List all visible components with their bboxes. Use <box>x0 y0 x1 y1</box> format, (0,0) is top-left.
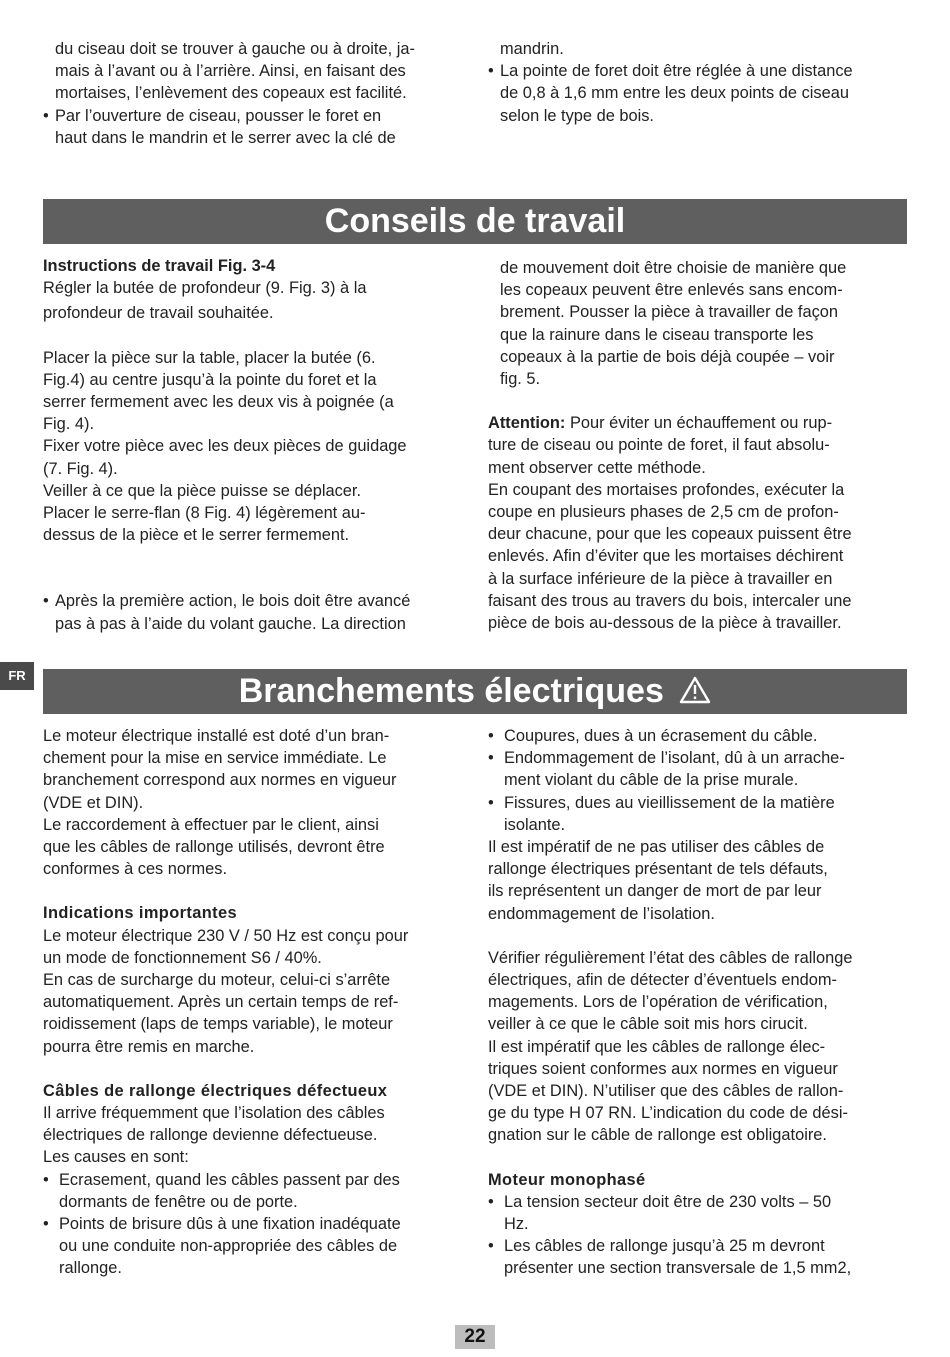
attention-text: Pour éviter un échauffement ou rup- <box>565 414 833 433</box>
attention-line: ture de ciseau ou pointe de foret, il faut absolu- <box>488 436 830 455</box>
branch-line: automatiquement. Après un certain temps de ref- <box>43 993 399 1012</box>
conseils-line: dessus de la pièce et le serrer fermement. <box>43 526 350 545</box>
cause-bullet <box>488 792 913 836</box>
moteur-bullet <box>488 1235 913 1279</box>
conseils-right-column <box>488 257 913 634</box>
conseils-line: Fixer votre pièce avec les deux pièces de guidage <box>43 437 407 456</box>
branch-line: triques soient conformes aux normes en vigueur <box>488 1059 838 1078</box>
branch-line: (VDE et DIN). <box>43 793 144 812</box>
cause-bullet <box>43 1213 468 1280</box>
attention-line <box>488 412 913 434</box>
branch-line: Les causes en sont: <box>43 1148 189 1167</box>
attention-line: à la surface inférieure de la pièce à travailler en <box>488 569 833 588</box>
cables-heading: Câbles de rallonge électriques défectueux <box>43 1081 388 1100</box>
intro-line: mandrin. <box>500 40 564 58</box>
intro-line: haut dans le mandrin et le serrer avec la clé de <box>55 128 396 147</box>
conseils-line: pas à pas à l’aide du volant gauche. La direction <box>55 614 406 633</box>
branch-line: roidissement (laps de temps variable), le moteur <box>43 1015 393 1034</box>
conseils-line: de mouvement doit être choisie de manière que <box>500 259 847 277</box>
cause-bullet <box>43 1169 468 1213</box>
page-number: 22 <box>455 1325 495 1349</box>
conseils-line: Fig. 4). <box>43 415 95 434</box>
branchements-right-column <box>488 725 913 1280</box>
branch-line: pourra être remis en marche. <box>43 1037 255 1056</box>
branch-line: ment violant du câble de la prise murale. <box>504 771 799 790</box>
attention-line: pièce de bois au-dessous de la pièce à travailler. <box>488 614 842 633</box>
intro-left-column <box>43 38 468 149</box>
branch-line: magements. Lors de l’opération de vérification, <box>488 993 828 1012</box>
cause-bullet <box>488 725 913 747</box>
intro-line: de 0,8 à 1,6 mm entre les deux points de ciseau <box>500 84 849 103</box>
branch-line: ils représentent un danger de mort de par leur <box>488 882 822 901</box>
moteur-heading: Moteur monophasé <box>488 1170 646 1189</box>
branch-line: électriques, afin de détecter d’éventuels endom- <box>488 971 837 990</box>
branch-line: Hz. <box>504 1215 529 1234</box>
branch-line: (VDE et DIN). N’utiliser que des câbles de rallon- <box>488 1082 844 1101</box>
section-title-branchements <box>43 669 907 714</box>
moteur-bullet <box>488 1191 913 1235</box>
intro-line: du ciseau doit se trouver à gauche ou à droite, ja- <box>55 40 415 58</box>
attention-label: Attention: <box>488 414 566 433</box>
branch-line: ge du type H 07 RN. L’indication du code de dési- <box>488 1104 848 1123</box>
conseils-line: Veiller à ce que la pièce puisse se déplacer. <box>43 481 361 500</box>
conseils-line: • Après la première action, le bois doit être avancé <box>55 592 411 611</box>
indications-heading: Indications importantes <box>43 904 238 923</box>
branch-line: • Les câbles de rallonge jusqu’à 25 m devront <box>504 1237 825 1256</box>
branch-line: ou une conduite non-appropriée des câbles de <box>59 1237 398 1256</box>
branch-line: branchement correspond aux normes en vigueur <box>43 771 397 790</box>
conseils-line: que la rainure dans le ciseau transporte les <box>500 325 814 344</box>
intro-line: • Par l’ouverture de ciseau, pousser le foret en <box>55 106 382 125</box>
attention-line: En coupant des mortaises profondes, exécuter la <box>488 480 845 499</box>
branch-line: • Endommagement de l’isolant, dû à un arrache- <box>504 749 845 768</box>
branchements-left-column <box>43 725 468 1280</box>
branchements-title-text: Branchements électriques <box>238 672 664 710</box>
attention-line: ment observer cette méthode. <box>488 458 706 477</box>
conseils-bullet <box>43 590 468 634</box>
conseils-line: fig. 5. <box>500 370 541 389</box>
branch-line: rallonge électriques présentant de tels défauts, <box>488 860 828 879</box>
conseils-line: les copeaux peuvent être enlevés sans encom- <box>500 281 843 300</box>
branch-line: En cas de surcharge du moteur, celui-ci s’arrête <box>43 971 391 990</box>
branch-line: Le moteur électrique 230 V / 50 Hz est conçu pour <box>43 926 409 945</box>
branch-line: Le raccordement à effectuer par le client, ainsi <box>43 815 379 834</box>
instructions-heading: Instructions de travail Fig. 3-4 <box>43 257 276 275</box>
language-tab: FR <box>0 662 34 690</box>
conseils-line: Placer le serre-flan (8 Fig. 4) légèrement au- <box>43 504 366 523</box>
conseils-line: Régler la butée de profondeur (9. Fig. 3) à la <box>43 279 367 298</box>
branch-line: un mode de fonctionnement S6 / 40%. <box>43 948 322 967</box>
conseils-line: (7. Fig. 4). <box>43 459 118 478</box>
branch-line: conformes à ces normes. <box>43 860 228 879</box>
branch-line: • Fissures, dues au vieillissement de la matière <box>504 793 835 812</box>
branch-line: électriques de rallonge devienne défectueuse. <box>43 1126 378 1145</box>
branch-line: présenter une section transversale de 1,5 mm2, <box>504 1259 852 1278</box>
branch-line: que les câbles de rallonge utilisés, devront être <box>43 838 385 857</box>
cause-bullet <box>488 747 913 791</box>
branch-line: veiller à ce que le câble soit mis hors cirucit. <box>488 1015 808 1034</box>
conseils-line: serrer fermement avec les deux vis à poignée (a <box>43 393 394 412</box>
intro-line: selon le type de bois. <box>500 106 654 125</box>
branch-line: • Coupures, dues à un écrasement du câble. <box>504 727 818 745</box>
intro-line: mais à l’avant ou à l’arrière. Ainsi, en faisant des <box>55 62 406 81</box>
intro-bullet <box>488 60 913 127</box>
branch-line: chement pour la mise en service immédiate. Le <box>43 749 387 768</box>
branch-line: Il est impératif de ne pas utiliser des câbles de <box>488 838 825 857</box>
intro-right-column <box>488 38 913 127</box>
branch-line: • Points de brisure dûs à une fixation inadéquate <box>59 1215 401 1234</box>
attention-line: faisant des trous au travers du bois, intercaler une <box>488 591 852 610</box>
branch-line: Il arrive fréquemment que l’isolation des câbles <box>43 1104 385 1123</box>
attention-line: coupe en plusieurs phases de 2,5 cm de profon- <box>488 503 839 522</box>
branch-line: • Ecrasement, quand les câbles passent par des <box>59 1170 400 1189</box>
branch-line: Le moteur électrique installé est doté d’un bran- <box>43 727 390 745</box>
conseils-line: Fig.4) au centre jusqu’à la pointe du foret et la <box>43 370 377 389</box>
conseils-left-column <box>43 255 468 635</box>
intro-line: • La pointe de foret doit être réglée à une distance <box>500 62 853 81</box>
branch-line: Vérifier régulièrement l’état des câbles de rallonge <box>488 948 853 967</box>
conseils-line: Placer la pièce sur la table, placer la butée (6. <box>43 348 376 367</box>
intro-line: mortaises, l’enlèvement des copeaux est facilité. <box>55 84 407 103</box>
branch-line: Il est impératif que les câbles de rallonge élec- <box>488 1037 826 1056</box>
warning-triangle-icon <box>679 671 711 716</box>
section-title-conseils: Conseils de travail <box>43 199 907 244</box>
branch-line: • La tension secteur doit être de 230 volts – 50 <box>504 1192 832 1211</box>
conseils-line: copeaux à la partie de bois déjà coupée – voir <box>500 347 835 366</box>
branch-line: gnation sur le câble de rallonge est obligatoire. <box>488 1126 827 1145</box>
intro-bullet <box>43 105 468 149</box>
conseils-line: profondeur de travail souhaitée. <box>43 304 274 323</box>
branch-line: isolante. <box>504 815 566 834</box>
branch-line: rallonge. <box>59 1259 122 1278</box>
attention-line: enlevés. Afin d’éviter que les mortaises déchirent <box>488 547 844 566</box>
branch-line: endommagement de l’isolation. <box>488 904 715 923</box>
attention-line: deur chacune, pour que les copeaux puissent être <box>488 525 852 544</box>
conseils-line: brement. Pousser la pièce à travailler de façon <box>500 303 839 322</box>
branch-line: dormants de fenêtre ou de porte. <box>59 1192 298 1211</box>
